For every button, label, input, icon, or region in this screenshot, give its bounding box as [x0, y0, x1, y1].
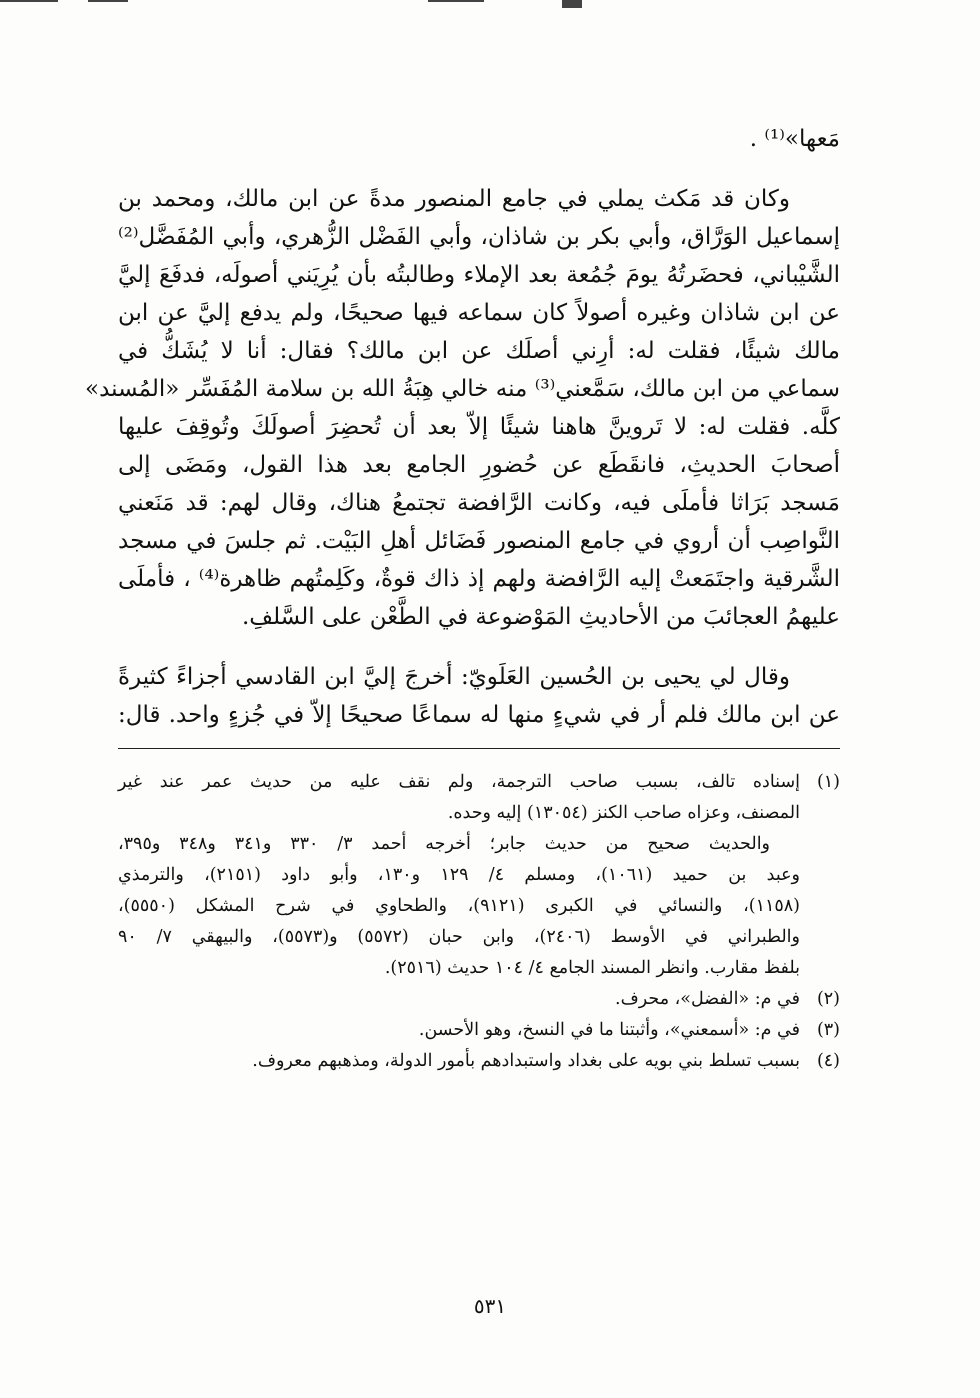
- page-number: ٥٣١: [473, 1294, 507, 1318]
- text-line: مَسجد بَرَاثا فأملَى فيه، وكانت الرَّافضة تجتمعُ هناك، وقال لهم: قد مَنَعني: [118, 490, 840, 516]
- footnote-4: [118, 1046, 840, 1077]
- text-line: أصحابَ الحديثِ، فانقَطَع عن حُضورِ الجامع بعد هذا القول، ومَضَى إلى: [118, 452, 840, 478]
- footnote-line: بلفظ مقارب. وانظر المسند الجامع ٤/ ١٠٤ حديث (٢٥١٦).: [384, 958, 800, 978]
- text-line: كلَّه. فقلت له: لا تَروينَّ هاهنا شيئًا إلاّ بعد أن تُحضِرَ أصولَكَ وتُوقِفَ عليها: [118, 414, 841, 440]
- text-line: عن ابن مالك فلم أر في شيءٍ منها له سماعًا صحيحًا إلاّ في جُزءٍ واحد. قال:: [118, 702, 840, 728]
- text-line: النَّواصِب أن أروي في جامع المنصور فَضَائل أهلِ البَيْت. ثم جلسَ في مسجد: [118, 528, 840, 554]
- scan-mark: [0, 0, 58, 2]
- footnote-line: (١١٥٨)، والنسائي في الكبرى (٩١٢١)، والطحاوي في شرح المشكل (٥٥٥٠)،: [118, 896, 800, 916]
- text-line: الشَّيْباني، فحضَرتُهُ يومَ جُمُعة بعد الإملاء وطالبتُه بأن يُرِيَني أصولَه، فدفَعَ إليَّ: [118, 262, 840, 288]
- footnote-number: (٤): [816, 1051, 840, 1071]
- footnotes: [118, 767, 840, 1077]
- footnote-1: [118, 767, 840, 829]
- book-page: [85, 120, 841, 1077]
- text-line: الشَّرقية واجتَمَعتْ إليه الرَّافضة ولهم إذ ذاك قوةٌ، وكَلِمتُهم ظاهرة⁽⁴⁾ ، فأملَى: [118, 566, 840, 592]
- footnote-line: والطبراني في الأوسط (٢٤٠٦)، وابن حبان (٥٥٧٢) و(٥٥٧٣)، والبيهقي ٧/ ٩٠: [118, 927, 800, 947]
- text-line: عليهمُ العجائبَ من الأحاديثِ المَوْضوعة في الطَّعْن على السَّلفِ.: [241, 604, 840, 630]
- text-line: وكان قد مَكث يملي في جامع المنصور مدةً عن ابن مالك، ومحمد بن: [118, 186, 790, 212]
- paragraph-2: [118, 658, 840, 734]
- footnote-2: [118, 984, 840, 1015]
- footnote-number: (٢): [816, 989, 840, 1009]
- footnote-line: وعبد بن حميد (١٠٦١)، ومسلم ٤/ ١٢٩ و١٣٠، وأبو داود (٢١٥١)، والترمذي: [118, 865, 801, 885]
- footnote-number: (٣): [816, 1020, 840, 1040]
- scan-mark: [562, 0, 582, 8]
- text-line: إسماعيل الوَرَّاق، وأبي بكر بن شاذان، وأبي الفَضْل الزُّهري، وأبي المُفَضَّل⁽²⁾: [118, 224, 840, 250]
- footnote-number: (١): [816, 772, 840, 792]
- footnote-1-continuation: [118, 829, 840, 984]
- footnote-3: [118, 1015, 840, 1046]
- footnote-line: المصنف، وعزاه صاحب الكنز (١٣٠٥٤) إليه وحده.: [447, 803, 800, 823]
- text-line: وقال لي يحيى بن الحُسين العَلَويّ: أخرجَ إليَّ ابن القادسي أجزاءً كثيرةً: [118, 664, 790, 690]
- text-line: سماعي من ابن مالك، سَمَّعني⁽³⁾ منه خالي هِبَةُ الله بن سلامة المُفَسِّر «المُسند»: [85, 376, 840, 402]
- footnote-line: بسبب تسلط بني بويه على بغداد واستبدادهم بأمور الدولة، ومذهبهم معروف.: [252, 1051, 800, 1071]
- main-text: [85, 180, 841, 734]
- scan-mark: [428, 0, 484, 2]
- footnote-line: في م: «أسمعني»، وأثبتنا ما في النسخ، وهو الأحسن.: [418, 1020, 800, 1040]
- footnote-line: والحديث صحيح من حديث جابر؛ أخرجه أحمد ٣/ ٣٣٠ و٣٤١ و٣٤٨ و٣٩٥،: [118, 834, 771, 854]
- catchword: مَعها»⁽¹⁾ .: [749, 126, 840, 152]
- footnote-line: إسناده تالف، بسبب صاحب الترجمة، ولم نقف عليه من حديث عمر عند غير: [118, 772, 800, 792]
- footnote-separator: [118, 748, 840, 749]
- footnote-line: في م: «الفضل»، محرف.: [615, 989, 800, 1009]
- text-line: مالك شيئًا، فقلت له: أرِني أصلَك عن ابن مالك؟ فقال: أنا لا يُشَكُّ في: [118, 338, 840, 364]
- paragraph-1: [85, 180, 841, 636]
- text-line: عن ابن شاذان وغيره أصولاً كان سماعه فيها صحيحًا، ولم يدفع إليَّ عن ابن: [118, 300, 840, 326]
- scan-mark: [88, 0, 128, 2]
